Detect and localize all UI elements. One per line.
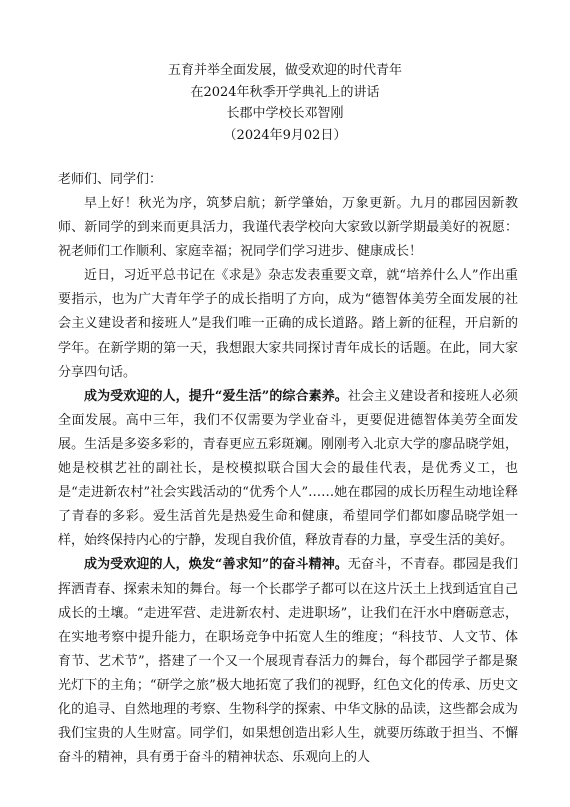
speech-date: （2024年9月02日） bbox=[223, 127, 347, 143]
speech-title: 五育并举全面发展，做受欢迎的时代青年 bbox=[167, 63, 402, 78]
speech-subtitle: 在2024年秋季开学典礼上的讲话 bbox=[190, 84, 380, 100]
salutation: 老师们、同学们： bbox=[58, 172, 163, 187]
paragraph-text: 早上好！秋光为序，筑梦启航；新学肇始，万象更新。九月的郡园因新教师、新同学的到来而更具活力，我谨代表学校向大家致以新学期最美好的祝愿：祝老师们工作顺利、家庭幸福；祝同学们学习进步、健康成长！ bbox=[58, 196, 518, 260]
paragraph-text: 近日，习近平总书记在《求是》杂志发表重要文章，就“培养什么人”作出重要指示，也为广大青年学子的成长指明了方向，成为“德智体美劳全面发展的社会主义建设者和接班人”是我们唯一正确的成长道路。踏上新的征程，开启新的学年。在新学期的第一天，我想跟大家共同探讨青年成长的话题。在此，同大家分享四句话。 bbox=[58, 268, 518, 380]
paragraph-seek-knowledge bbox=[58, 553, 518, 770]
speech-header bbox=[0, 60, 570, 146]
speech-author: 长郡中学校长邓智刚 bbox=[226, 106, 344, 121]
paragraph-text: 无奋斗，不青春。郡园是我们挥洒青春、探索未知的舞台。每一个长郡学子都可以在这片沃土上找到适宜自己成长的土壤。“走进军营、走进新农村、走进职场”，让我们在汗水中磨砺意志，在实地考察中提升能力，在职场竞争中拓宽人生的维度；“科技节、人文节、体育节、艺术节”，搭建了一个又一个展现青春活力的舞台，每个郡园学子都是聚光灯下的主角；“研学之旅”极大地拓宽了我们的视野，红色文化的传承、历史文化的追寻、自然地理的考察、生物科学的探索、中华文脉的品读，这些都会成为我们宝贵的人生财富。同学们，如果想创造出彩人生，就要历练敢于担当、不懈奋斗的精神，具有勇于奋斗的精神状态、乐观向上的人 bbox=[58, 557, 518, 766]
paragraph-lead: 成为受欢迎的人，焕发“善求知”的奋斗精神。 bbox=[84, 557, 348, 573]
paragraph-lead: 成为受欢迎的人，提升“爱生活”的综合素养。 bbox=[84, 388, 348, 404]
speech-body bbox=[58, 192, 518, 770]
paragraph-love-life bbox=[58, 385, 518, 554]
paragraph-greeting bbox=[58, 192, 518, 264]
paragraph-text: 社会主义建设者和接班人必须全面发展。高中三年，我们不仅需要为学业奋斗，更要促进德智体美劳全面发展。生活是多姿多彩的，青春更应五彩斑斓。刚刚考入北京大学的廖品晓学姐，她是校棋艺社的副社长，是校模拟联合国大会的最佳代表，是优秀义工，也是“走进新农村”社会实践活动的“优秀个人”……她在郡园的成长历程生动地诠释了青春的多彩。爱生活首先是热爱生命和健康，希望同学们都如廖品晓学姐一样，始终保持内心的宁静，发现自我价值，释放青春的力量，享受生活的美好。 bbox=[58, 388, 518, 549]
paragraph-context bbox=[58, 264, 518, 384]
